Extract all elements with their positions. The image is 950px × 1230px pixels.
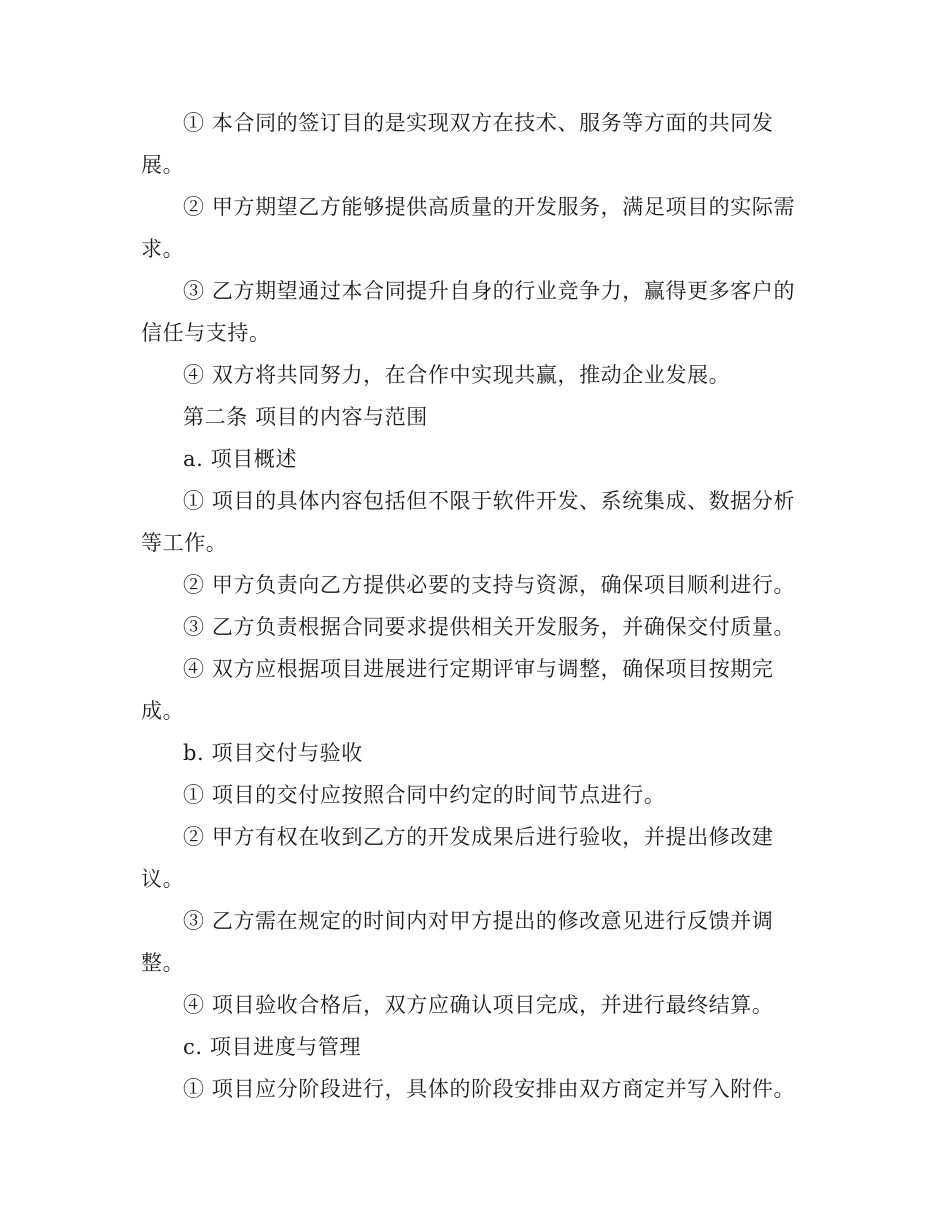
section-b-item-2: ② 甲方有权在收到乙方的开发成果后进行验收，并提出修改建议。 xyxy=(141,825,774,891)
section-c-item-1: ① 项目应分阶段进行，具体的阶段安排由双方商定并写入附件。 xyxy=(183,1077,796,1101)
purpose-item-4: ④ 双方将共同努力，在合作中实现共赢，推动企业发展。 xyxy=(183,363,731,387)
section-b-item-3: ③ 乙方需在规定的时间内对甲方提出的修改意见进行反馈并调整。 xyxy=(141,909,774,975)
article-2-heading: 第二条 项目的内容与范围 xyxy=(183,405,428,429)
section-b-item-1: ① 项目的交付应按照合同中约定的时间节点进行。 xyxy=(183,783,666,807)
section-c-heading: c. 项目进度与管理 xyxy=(183,1035,362,1059)
purpose-item-2: ② 甲方期望乙方能够提供高质量的开发服务，满足项目的实际需求。 xyxy=(141,195,796,261)
document-body xyxy=(141,102,816,1110)
section-b-item-4: ④ 项目验收合格后，双方应确认项目完成，并进行最终结算。 xyxy=(183,993,774,1017)
purpose-item-3: ③ 乙方期望通过本合同提升自身的行业竞争力，赢得更多客户的信任与支持。 xyxy=(141,279,796,345)
section-a-item-1: ① 项目的具体内容包括但不限于软件开发、系统集成、数据分析等工作。 xyxy=(141,489,796,555)
section-a-item-4: ④ 双方应根据项目进展进行定期评审与调整，确保项目按期完成。 xyxy=(141,657,774,723)
purpose-item-1: ① 本合同的签订目的是实现双方在技术、服务等方面的共同发展。 xyxy=(141,111,774,177)
section-a-item-3: ③ 乙方负责根据合同要求提供相关开发服务，并确保交付质量。 xyxy=(183,615,796,639)
section-a-heading: a. 项目概述 xyxy=(183,447,298,471)
section-b-heading: b. 项目交付与验收 xyxy=(183,741,363,765)
section-a-item-2: ② 甲方负责向乙方提供必要的支持与资源，确保项目顺利进行。 xyxy=(183,573,796,597)
